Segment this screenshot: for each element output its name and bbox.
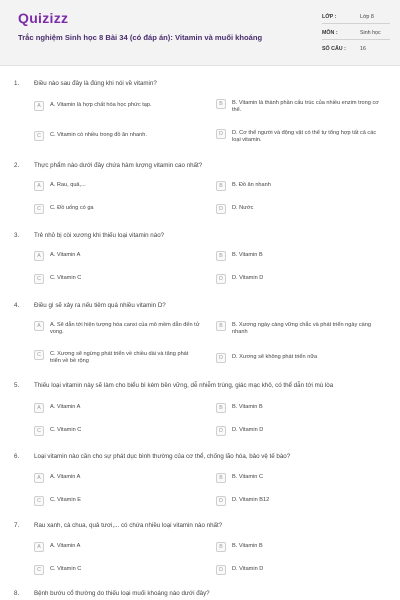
option-letter-badge: C bbox=[34, 426, 44, 436]
option-letter-badge: A bbox=[34, 181, 44, 191]
question-text: Thực phẩm nào dưới đây chứa hàm lượng vitamin cao nhất? bbox=[34, 162, 203, 169]
option-letter-badge: B bbox=[216, 99, 226, 109]
option-text: B. Xương ngày càng vững chắc và phát triển ngày càng nhanh bbox=[232, 322, 371, 335]
option-text: D. Xương sẽ không phát triển nữa bbox=[232, 354, 318, 360]
option-text: A. Vitamin A bbox=[50, 474, 81, 480]
question-number: 8. bbox=[14, 590, 20, 597]
info-count-value: 16 bbox=[360, 46, 366, 52]
option-text: A. Vitamin là hợp chất hóa học phức tạp. bbox=[50, 102, 152, 108]
option-letter-badge: A bbox=[34, 403, 44, 413]
option-text: C. Vitamin có nhiều trong đồ ăn nhanh. bbox=[50, 132, 147, 138]
option-text: B. Đồ ăn nhanh bbox=[232, 182, 271, 188]
option-text: A. Rau, quả,... bbox=[50, 182, 86, 188]
option-letter-badge: D bbox=[216, 204, 226, 214]
option-text: C. Vitamin E bbox=[50, 497, 81, 503]
question-text: Điều nào sau đây là đúng khi nói về vitamin? bbox=[34, 80, 157, 87]
option-text: C. Vitamin C bbox=[50, 275, 82, 281]
option-text: A. Vitamin A bbox=[50, 404, 81, 410]
option-letter-badge: D bbox=[216, 426, 226, 436]
option-letter-badge: B bbox=[216, 403, 226, 413]
option-letter-badge: D bbox=[216, 565, 226, 575]
option-letter-badge: C bbox=[34, 204, 44, 214]
option-letter-badge: A bbox=[34, 251, 44, 261]
option-letter-badge: B bbox=[216, 181, 226, 191]
question-number: 7. bbox=[14, 522, 20, 529]
option-letter-badge: C bbox=[34, 496, 44, 506]
option-text: D. Vitamin D bbox=[232, 566, 264, 572]
info-subject-label: MÔN : bbox=[322, 30, 338, 36]
option-text: D. Cơ thể người và động vật có thể tự tổng hợp tất cả các loại vitamin. bbox=[232, 130, 377, 143]
option-letter-badge: C bbox=[34, 131, 44, 141]
question-text: Loại vitamin nào cần cho sự phát dục bình thường của cơ thể, chống lão hóa, bảo vệ tế bào? bbox=[34, 453, 291, 460]
option-text: C. Vitamin C bbox=[50, 566, 82, 572]
option-letter-badge: D bbox=[216, 274, 226, 284]
option-text: C. Đồ uống có ga bbox=[50, 205, 94, 211]
option-text: A. Sẽ dẫn tới hiện tượng hóa canxi của mô mềm dẫn đến tử vong. bbox=[50, 322, 200, 335]
option-letter-badge: B bbox=[216, 251, 226, 261]
option-letter-badge: A bbox=[34, 321, 44, 331]
document-title: Trắc nghiệm Sinh học 8 Bài 34 (có đáp án): Vitamin và muối khoáng bbox=[18, 33, 263, 42]
question-number: 3. bbox=[14, 232, 20, 239]
info-grade-value: Lớp 8 bbox=[360, 14, 374, 20]
question-text: Bệnh bướu cổ thường do thiếu loại muối khoáng nào dưới đây? bbox=[34, 590, 210, 597]
info-count-label: SỐ CÂU : bbox=[322, 46, 346, 52]
option-letter-badge: B bbox=[216, 321, 226, 331]
option-text: D. Vitamin D bbox=[232, 427, 264, 433]
option-text: D. Nước bbox=[232, 205, 254, 211]
option-letter-badge: B bbox=[216, 542, 226, 552]
info-divider bbox=[322, 23, 390, 24]
option-text: D. Vitamin D bbox=[232, 275, 264, 281]
question-number: 6. bbox=[14, 453, 20, 460]
option-text: A. Vitamin A bbox=[50, 543, 81, 549]
info-divider bbox=[322, 39, 390, 40]
option-letter-badge: B bbox=[216, 473, 226, 483]
question-number: 4. bbox=[14, 302, 20, 309]
question-number: 5. bbox=[14, 382, 20, 389]
option-text: B. Vitamin C bbox=[232, 474, 263, 480]
option-text: B. Vitamin là thành phần cấu trúc của nhiều enzim trong cơ thể. bbox=[232, 100, 379, 113]
option-letter-badge: C bbox=[34, 274, 44, 284]
option-letter-badge: A bbox=[34, 473, 44, 483]
option-letter-badge: A bbox=[34, 542, 44, 552]
document-header bbox=[0, 0, 400, 66]
option-letter-badge: D bbox=[216, 496, 226, 506]
quizizz-logo: Quizizz bbox=[18, 10, 69, 26]
question-text: Điều gì sẽ xảy ra nếu tiêm quá nhiều vitamin D? bbox=[34, 302, 166, 309]
question-text: Rau xanh, cà chua, quả tươi,... có chứa nhiều loại vitamin nào nhất? bbox=[34, 522, 223, 529]
option-text: D. Vitamin B12 bbox=[232, 497, 270, 503]
question-text: Thiếu loại vitamin này sẽ làm cho biểu bì kém bền vững, dễ nhiễm trùng, giác mạc khô, có thể dẫn tới mù lòa bbox=[34, 382, 334, 389]
option-text: B. Vitamin B bbox=[232, 252, 263, 258]
info-subject-value: Sinh học bbox=[360, 30, 381, 36]
option-letter-badge: A bbox=[34, 101, 44, 111]
option-text: B. Vitamin B bbox=[232, 543, 263, 549]
option-text: C. Xương sẽ ngừng phát triển về chiều dài và tăng phát triển về bề rộng bbox=[50, 351, 189, 364]
question-number: 2. bbox=[14, 162, 20, 169]
option-letter-badge: D bbox=[216, 353, 226, 363]
option-text: A. Vitamin A bbox=[50, 252, 81, 258]
option-letter-badge: C bbox=[34, 565, 44, 575]
question-number: 1. bbox=[14, 80, 20, 87]
info-grade-label: LỚP : bbox=[322, 14, 337, 20]
option-text: B. Vitamin B bbox=[232, 404, 263, 410]
option-text: C. Vitamin C bbox=[50, 427, 82, 433]
question-text: Trẻ nhỏ bị còi xương khi thiếu loại vitamin nào? bbox=[34, 232, 165, 239]
option-letter-badge: D bbox=[216, 129, 226, 139]
option-letter-badge: C bbox=[34, 350, 44, 360]
